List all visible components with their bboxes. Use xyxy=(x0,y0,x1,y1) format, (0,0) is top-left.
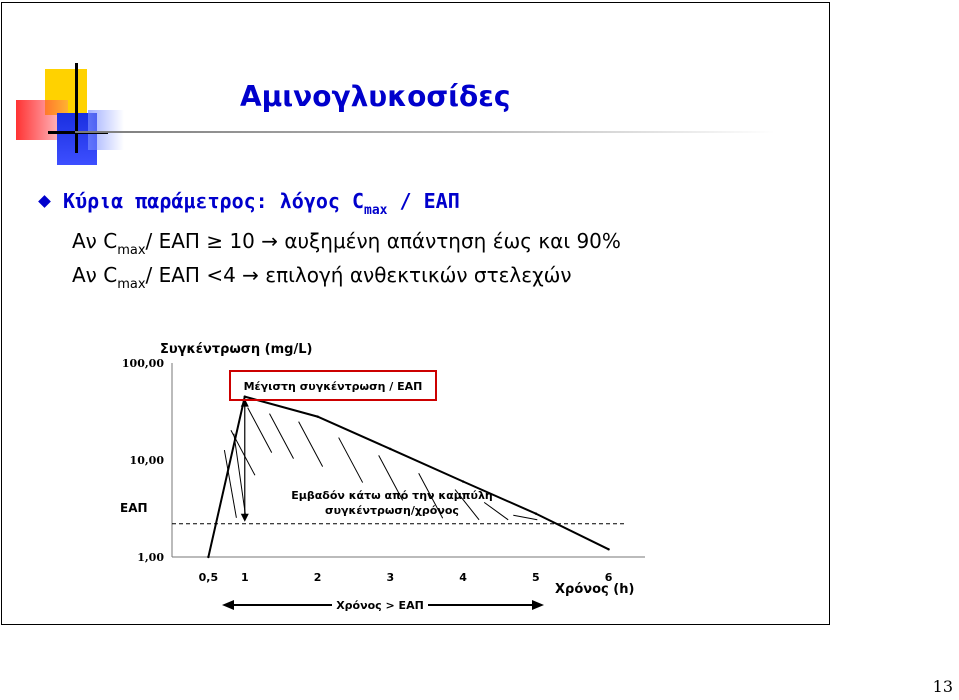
y-tick-label-1: 10,00 xyxy=(129,454,164,467)
bullet-prefix: Κύρια παράμετρος: λόγος C xyxy=(63,189,365,213)
curve-point-5 xyxy=(535,512,537,514)
duration-label: Χρόνος > ΕΑΠ xyxy=(336,599,424,612)
line-1-sub: max xyxy=(117,243,146,258)
line-1-prefix: Αν C xyxy=(72,229,118,253)
line-2-sub: max xyxy=(117,277,146,292)
hatch-line-9 xyxy=(513,515,537,520)
peak-arrow-head-down xyxy=(241,514,249,522)
curve-point-3 xyxy=(389,448,391,450)
page-number: 13 xyxy=(932,677,953,696)
deco-vertical-line xyxy=(75,63,78,153)
hatch-line-8 xyxy=(484,502,508,519)
y-tick-label-2: 1,00 xyxy=(137,551,164,564)
line-1-suffix: / ΕΑΠ ≥ 10 → αυξημένη απάντηση έως και 90% xyxy=(145,229,621,253)
slide-title: Αμινογλυκοσίδες xyxy=(240,80,511,113)
line-2-suffix: / ΕΑΠ <4 → επιλογή ανθεκτικών στελεχών xyxy=(145,263,572,287)
deco-blue-fade xyxy=(88,110,124,150)
condition-line-1 xyxy=(72,229,621,258)
condition-line-2 xyxy=(72,263,572,292)
duration-arrow-right-head xyxy=(532,600,544,610)
concentration-curve xyxy=(208,397,608,557)
hatch-line-1 xyxy=(248,408,272,453)
x-tick-label-5: 5 xyxy=(532,571,540,584)
duration-arrow-left-head xyxy=(222,600,234,610)
curve-point-4 xyxy=(462,480,464,482)
x-axis-label: Χρόνος (h) xyxy=(555,582,635,597)
x-tick-label-4: 4 xyxy=(459,571,467,584)
y-axis-label: Συγκέντρωση (mg/L) xyxy=(160,342,313,357)
auc-annotation-line-1: Εμβαδόν κάτω από την καμπύλη xyxy=(291,489,493,502)
pk-concentration-chart xyxy=(110,335,650,615)
hatch-line-3 xyxy=(299,422,323,467)
x-tick-label-0: 0,5 xyxy=(198,571,219,584)
curve-point-6 xyxy=(607,548,609,550)
x-tick-label-6: 6 xyxy=(604,571,613,584)
bullet-suffix: / ΕΑΠ xyxy=(387,189,460,213)
peak-annotation-text: Μέγιστη συγκέντρωση / ΕΑΠ xyxy=(243,380,423,393)
curve-point-1 xyxy=(244,395,246,397)
x-tick-label-1: 1 xyxy=(240,571,249,584)
hatch-line-4 xyxy=(339,438,363,483)
x-tick-label-2: 2 xyxy=(313,571,322,584)
bullet-sub: max xyxy=(364,203,388,218)
line-2-prefix: Αν C xyxy=(72,263,118,287)
bullet-main-parameter xyxy=(40,189,460,218)
mic-label: ΕΑΠ xyxy=(120,500,148,515)
curve-point-2 xyxy=(316,415,318,417)
diamond-bullet-icon xyxy=(38,195,51,208)
x-tick-label-3: 3 xyxy=(386,571,395,584)
title-underline xyxy=(75,131,775,133)
curve-point-0 xyxy=(207,556,209,558)
auc-annotation-line-2: συγκέντρωση/χρόνος xyxy=(325,504,459,517)
y-tick-label-0: 100,00 xyxy=(121,357,164,370)
hatch-line-2 xyxy=(270,414,294,459)
